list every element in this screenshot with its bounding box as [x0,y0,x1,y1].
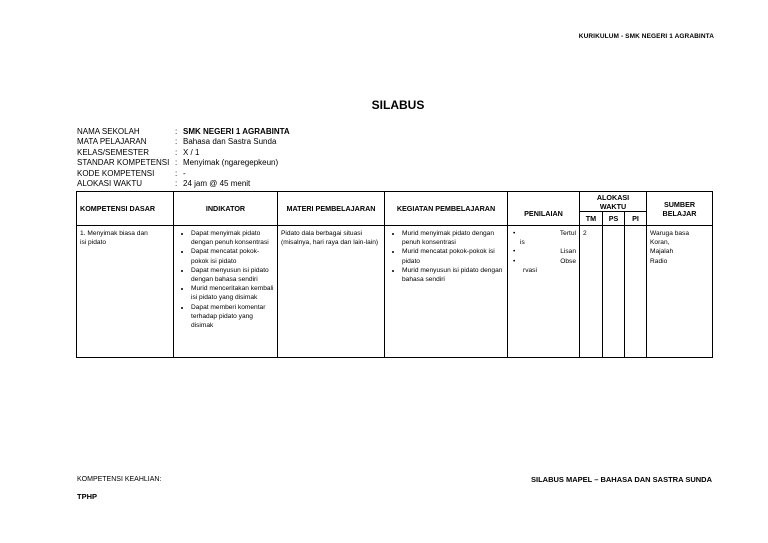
list-item: • Murid menyimak pidato dengan penuh konsentrasi [402,229,504,247]
list-item: • Dapat memberi komentar terhadap pidato yang disimak [191,303,274,331]
info-separator: : [175,147,178,157]
header-kompetensi-dasar: KOMPETENSI DASAR [77,192,174,226]
info-label: NAMA SEKOLAH [77,127,140,136]
syllabus-table [76,191,713,358]
indikator-list [177,229,274,330]
bullet-icon: • [513,230,516,237]
header-ps: PS [603,212,625,226]
header-pi: PI [625,212,647,226]
header-kegiatan: KEGIATAN PEMBELAJARAN [385,192,508,226]
page-title: SILABUS [371,98,425,112]
header-sumber-belajar: SUMBER BELAJAR [647,192,713,226]
table-row [77,226,713,358]
list-item: • Murid menyusun isi pidato dengan bahasa sendiri [402,266,504,284]
info-value: Menyimak (ngaregepkeun) [183,158,279,168]
cell-penilaian [508,226,580,358]
list-item: • Murid menceritakan kembali isi pidato yang disimak [191,284,274,302]
footer-silabus-mapel: SILABUS MAPEL – BAHASA DAN SASTRA SUNDA [531,475,712,484]
info-block [77,127,290,189]
penilaian-text-cont: is [520,239,525,247]
list-item: • Murid mencatat pokok-pokok isi pidato [402,247,504,265]
cell-pi [625,226,647,358]
cell-indikator [174,226,278,358]
info-row-nama-sekolah [77,127,290,137]
info-separator: : [175,179,178,189]
info-row-standar-kompetensi [77,158,290,168]
penilaian-item [513,257,576,266]
info-value-school: SMK NEGERI 1 AGRABINTA [183,127,290,136]
info-row-alokasi-waktu [77,179,290,189]
penilaian-item [513,247,576,256]
kegiatan-list [388,229,504,284]
list-item: • Dapat mencatat pokok-pokok isi pidato [191,247,274,265]
cell-kompetensi-dasar: 1. Menyimak biasa dan isi pidato [77,226,174,358]
info-label: KODE KOMPETENSI [77,168,155,178]
list-item: • Dapat menyimak pidato dengan penuh konsentrasi [191,229,274,247]
cell-tm: 2 [580,226,603,358]
info-separator: : [175,137,178,147]
info-label: ALOKASI WAKTU [77,179,143,189]
bullet-icon: • [513,257,516,265]
penilaian-text-cont: rvasi [523,266,537,274]
info-row-mata-pelajaran [77,137,290,147]
header-alokasi-waktu: ALOKASI WAKTU [580,192,647,212]
info-value: - [183,168,186,178]
info-label: KELAS/SEMESTER [77,147,150,157]
info-value: Bahasa dan Sastra Sunda [183,137,277,147]
info-separator: : [175,127,178,136]
header-penilaian: PENILAIAN [508,192,580,226]
footer-keahlian-value: TPHP [77,492,98,501]
footer-kompetensi-keahlian: KOMPETENSI KEAHLIAN: [77,476,162,483]
info-label: STANDAR KOMPETENSI [77,158,170,168]
info-value: 24 jam @ 45 menit [183,179,251,189]
bullet-icon: • [513,248,516,256]
cell-materi: Pidato dala berbagai situasi (misalnya, hari raya dan lain-lain) [278,226,385,358]
cell-kegiatan [385,226,508,358]
table-header-row [77,192,713,212]
penilaian-text: Obse [560,257,576,265]
info-label: MATA PELAJARAN [77,137,147,147]
penilaian-text: Lisan [560,248,576,256]
info-value: X / 1 [183,147,200,157]
header-indikator: INDIKATOR [174,192,278,226]
header-materi: MATERI PEMBELAJARAN [278,192,385,226]
penilaian-text: Tertul [559,230,576,237]
info-row-kelas-semester [77,148,290,158]
info-separator: : [175,158,178,168]
header-curriculum-label: KURIKULUM - SMK NEGERI 1 AGRABINTA [578,33,714,40]
info-row-kode-kompetensi [77,169,290,179]
header-tm: TM [580,212,603,226]
cell-sumber-belajar: Waruga basa Koran, Majalah Radio [647,226,713,358]
info-separator: : [175,168,178,178]
list-item: • Dapat menyusun isi pidato dengan bahasa sendiri [191,266,274,284]
cell-ps [603,226,625,358]
penilaian-item [513,229,576,238]
